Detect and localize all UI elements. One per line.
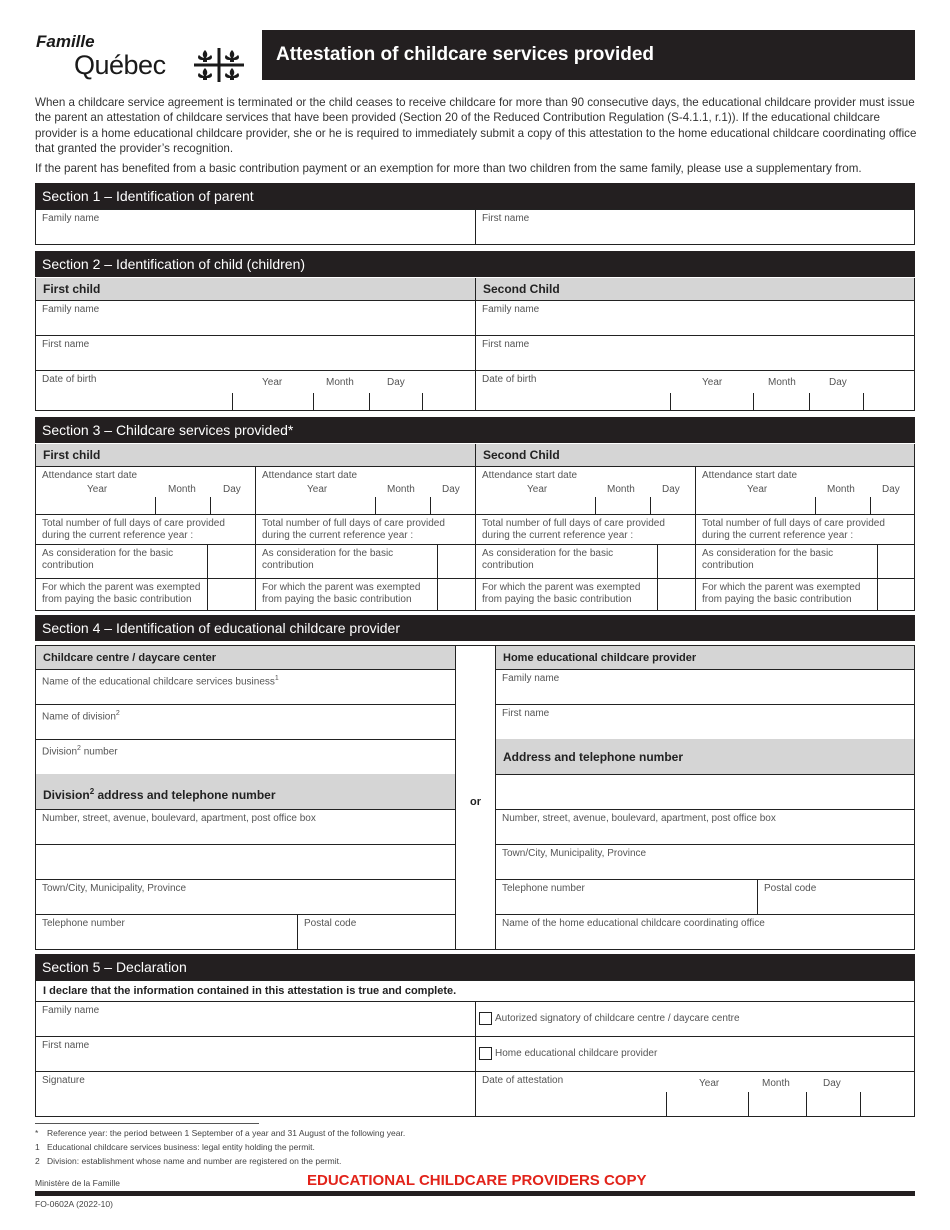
attestation-date-field[interactable]: Date of attestation Year Month Day <box>475 1071 915 1117</box>
signatory-checkbox[interactable] <box>479 1012 492 1025</box>
exempted-label: For which the parent was exempted from paying the basic contribution <box>255 578 438 611</box>
basic-contribution-label: As consideration for the basic contribution <box>35 544 208 579</box>
basic-contribution-days-field[interactable] <box>437 544 476 579</box>
date-divider <box>666 1092 667 1117</box>
total-days-field[interactable]: Total number of full days of care provided during the current reference year : <box>475 514 696 545</box>
title-banner <box>262 30 915 80</box>
date-divider <box>313 393 314 411</box>
footnotes <box>35 1126 735 1168</box>
attendance-start-date-field[interactable]: Attendance start date Year Month Day <box>475 466 696 515</box>
date-divider <box>815 497 816 515</box>
home-address-field[interactable] <box>495 774 915 810</box>
parent-first-name-field[interactable]: First name <box>475 209 915 245</box>
home-postal-code-field[interactable]: Postal code <box>757 879 915 915</box>
date-divider <box>595 497 596 515</box>
exempted-label: For which the parent was exempted from paying the basic contribution <box>35 578 208 611</box>
service-child1-heading: First child <box>35 444 476 466</box>
daycare-centre-heading: Childcare centre / daycare center <box>35 645 456 670</box>
total-days-field[interactable]: Total number of full days of care provided during the current reference year : <box>695 514 915 545</box>
signatory-option[interactable]: Autorized signatory of childcare centre / daycare centre <box>475 1001 915 1037</box>
basic-contribution-days-field[interactable] <box>657 544 696 579</box>
footnote-1: 1 Educational childcare services business: legal entity holding the permit. <box>35 1142 315 1152</box>
date-divider <box>753 393 754 411</box>
logo-line1: Famille <box>36 32 95 51</box>
logo-line2: Québec <box>74 50 166 80</box>
date-divider <box>863 393 864 411</box>
attendance-start-date-field[interactable]: Attendance start date Year Month Day <box>255 466 476 515</box>
declaration-statement: I declare that the information contained in this attestation is true and complete. <box>35 980 915 1002</box>
intro-paragraph: When a childcare service agreement is terminated or the child ceases to receive childcare for more than 90 consecutive days, the educational childcare provider must issue the parent an attestation of childcare services that have been provided (Section 20 of the Reduced Contribution Regulation (S-4.1.1, r.1)). If the educational childcare provider is a home educational childcare provider, she or he is required to immediately submit a copy of this attestation to the home educational childcare coordinating office that granted the provider’s recognition. <box>35 96 917 155</box>
date-divider <box>369 393 370 411</box>
form-code: FO-0602A (2022-10) <box>35 1199 113 1209</box>
section4-header: Section 4 – Identification of educational childcare provider <box>35 615 915 641</box>
date-divider <box>422 393 423 411</box>
home-provider-checkbox[interactable] <box>479 1047 492 1060</box>
date-divider <box>748 1092 749 1117</box>
division-street-field[interactable]: Number, street, avenue, boulevard, apartment, post office box <box>35 809 456 845</box>
page-title: Attestation of childcare services provided <box>276 44 655 65</box>
date-divider <box>430 497 431 515</box>
basic-contribution-days-field[interactable] <box>207 544 256 579</box>
copy-designation: EDUCATIONAL CHILDCARE PROVIDERS COPY <box>307 1172 647 1189</box>
basic-contribution-label: As consideration for the basic contribution <box>695 544 878 579</box>
or-label: or <box>470 796 481 808</box>
home-telephone-field[interactable]: Telephone number <box>495 879 758 915</box>
home-first-name-field[interactable]: First name <box>495 704 915 740</box>
exempted-label: For which the parent was exempted from paying the basic contribution <box>475 578 658 611</box>
date-divider <box>155 497 156 515</box>
child1-family-name-field[interactable]: Family name <box>35 300 476 336</box>
footnote-rule <box>35 1123 259 1124</box>
basic-contribution-label: As consideration for the basic contribution <box>475 544 658 579</box>
logo <box>34 32 249 84</box>
service-grid <box>35 466 915 611</box>
declarant-first-name-field[interactable]: First name <box>35 1036 476 1072</box>
division-address-heading: Division$^2$ address and telephone number <box>35 774 456 810</box>
date-divider <box>860 1092 861 1117</box>
coordinating-office-field[interactable]: Name of the home educational childcare coordinating office <box>495 914 915 950</box>
exempted-label: For which the parent was exempted from paying the basic contribution <box>695 578 878 611</box>
home-provider-heading: Home educational childcare provider <box>495 645 915 670</box>
date-divider <box>870 497 871 515</box>
exempted-days-field[interactable] <box>657 578 696 611</box>
date-divider <box>210 497 211 515</box>
section5-header: Section 5 – Declaration <box>35 954 915 980</box>
section3-header: Section 3 – Childcare services provided* <box>35 417 915 443</box>
basic-contribution-days-field[interactable] <box>877 544 915 579</box>
fleur-de-lis-flag-icon <box>194 48 244 82</box>
exempted-days-field[interactable] <box>877 578 915 611</box>
declarant-family-name-field[interactable]: Family name <box>35 1001 476 1037</box>
child2-date-of-birth-field[interactable]: Date of birth Year Month Day <box>475 370 915 411</box>
home-address-heading: Address and telephone number <box>495 739 915 775</box>
attendance-start-date-field[interactable]: Attendance start date Year Month Day <box>35 466 256 515</box>
date-divider <box>232 393 233 411</box>
division-town-field[interactable]: Town/City, Municipality, Province <box>35 879 456 915</box>
footer-rule <box>35 1191 915 1196</box>
service-child2-heading: Second Child <box>475 444 915 466</box>
date-divider <box>806 1092 807 1117</box>
child2-heading: Second Child <box>475 278 915 300</box>
total-days-field[interactable]: Total number of full days of care provided during the current reference year : <box>255 514 476 545</box>
date-divider <box>375 497 376 515</box>
or-column <box>455 645 496 950</box>
child1-date-of-birth-field[interactable]: Date of birth Year Month Day <box>35 370 476 411</box>
section2-header: Section 2 – Identification of child (children) <box>35 251 915 277</box>
home-provider-option[interactable]: Home educational childcare provider <box>475 1036 915 1072</box>
business-name-field[interactable]: Name of the educational childcare services business$^1$ <box>35 669 456 705</box>
date-divider <box>809 393 810 411</box>
date-divider <box>650 497 651 515</box>
child2-family-name-field[interactable]: Family name <box>475 300 915 336</box>
exempted-days-field[interactable] <box>437 578 476 611</box>
attendance-start-date-field[interactable]: Attendance start date Year Month Day <box>695 466 915 515</box>
home-family-name-field[interactable]: Family name <box>495 669 915 705</box>
date-divider <box>670 393 671 411</box>
division-number-field[interactable]: Division$^2$ number <box>35 739 456 775</box>
basic-contribution-label: As consideration for the basic contribution <box>255 544 438 579</box>
exempted-days-field[interactable] <box>207 578 256 611</box>
division-postal-code-field[interactable]: Postal code <box>297 914 456 950</box>
child2-first-name-field[interactable]: First name <box>475 335 915 371</box>
parent-family-name-field[interactable]: Family name <box>35 209 476 245</box>
footnote-2: 2 Division: establishment whose name and number are registered on the permit. <box>35 1156 342 1166</box>
child1-heading: First child <box>35 278 476 300</box>
division-telephone-field[interactable]: Telephone number <box>35 914 298 950</box>
home-town-field[interactable]: Town/City, Municipality, Province <box>495 844 915 880</box>
division-name-field[interactable]: Name of division$^2$ <box>35 704 456 740</box>
total-days-field[interactable]: Total number of full days of care provided during the current reference year : <box>35 514 256 545</box>
section1-header: Section 1 – Identification of parent <box>35 183 915 209</box>
ministry-name: Ministère de la Famille <box>35 1178 121 1188</box>
child1-first-name-field[interactable]: First name <box>35 335 476 371</box>
intro-note: If the parent has benefited from a basic contribution payment or an exemption for more than two children from the same family, please use a supplementary from. <box>35 162 862 175</box>
home-street-field[interactable]: Number, street, avenue, boulevard, apartment, post office box <box>495 809 915 845</box>
signature-field[interactable]: Signature <box>35 1071 476 1117</box>
division-street-line2-field[interactable] <box>35 844 456 880</box>
footnote-star: * Reference year: the period between 1 September of a year and 31 August of the following year. <box>35 1128 406 1138</box>
